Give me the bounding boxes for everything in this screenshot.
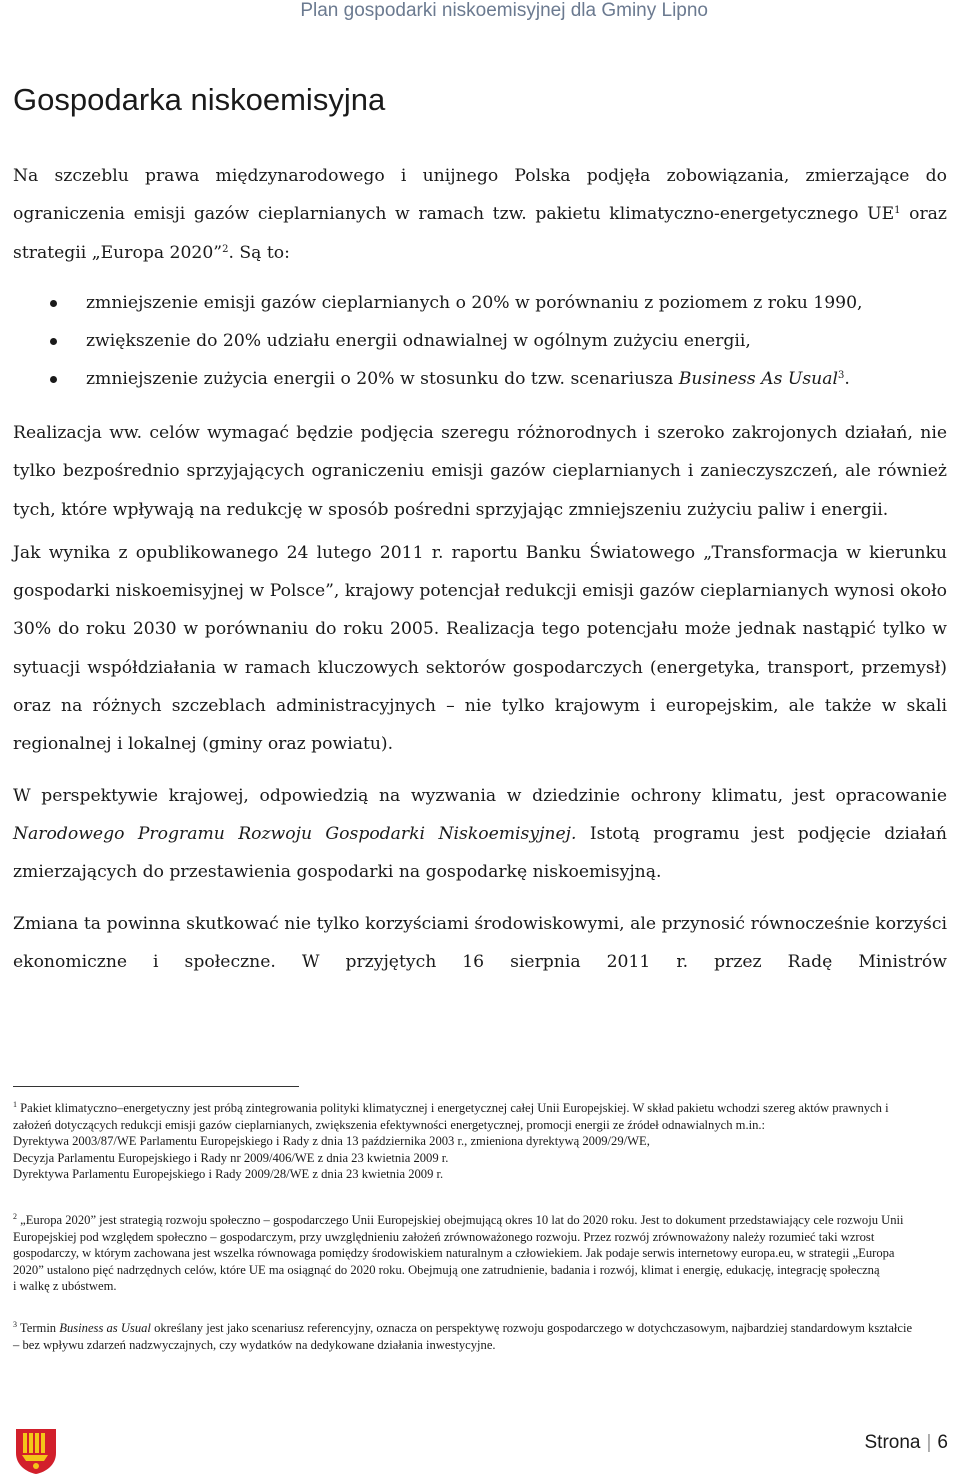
- body-top: [13, 157, 947, 399]
- lipno-crest-icon: [14, 1427, 58, 1475]
- page-label: Strona: [864, 1432, 921, 1453]
- paragraph-realizacja: Realizacja ww. celów wymagać będzie podjęcia szeregu różnorodnych i szeroko zakrojonych działań, nie tylko bezpośrednio sprzyjających ograniczeniu emisji gazów cieplarnianych i zanieczyszczeń, ale również tych, które wpływają na redukcję w sposób pośredni sprzyjając zmniejszeniu zużyciu paliw i energii.: [13, 423, 947, 520]
- page-number: [865, 1432, 949, 1454]
- footnote-1: $^1$ Pakiet klimatyczno–energetyczny jest próbą zintegrowania polityki klimatycznej i energetycznej całej Unii Europejskiej. W skład pakietu wchodzi szereg aktów prawnych i założeń dotyczących redukcji emisji gazów cieplarnianych, zwiększenia efektywności energetycznej, promocji energii ze źródeł odnawialnych m.in.: Dyrektywa 2003/87/WE Parlamentu Europejskiego i Rady z dnia 13 października 2003 r., zmieniona dyrektywą 2009/29/WE, Decyzja Parlamentu Europejskiego i Rady nr 2009/406/WE z dnia 23 kwietnia 2009 r. Dyrektywa Parlamentu Europejskiego i Rady 2009/28/WE z dnia 23 kwietnia 2009 r.: [13, 1100, 889, 1182]
- page-separator: |: [926, 1432, 932, 1453]
- paragraph-perspektywa: W perspektywie krajowej, odpowiedzią na wyzwania w dziedzinie ochrony klimatu, jest opracowanie Narodowego Programu Rozwoju Gospodarki Niskoemisyjnej. Istotą programu jest podjęcie działań zmierzających do przestawienia gospodarki na gospodarkę niskoemisyjną.: [13, 785, 947, 883]
- paragraph-bank-swiatowy: Jak wynika z opublikowanego 24 lutego 2011 r. raportu Banku Światowego „Transformacja w kierunku gospodarki niskoemisyjnej w Polsce”, krajowy potencjał redukcji emisji gazów cieplarnianych wynosi około 30% do roku 2030 w porównaniu do roku 2005. Realizacja tego potencjału może jednak nastąpić tylko w sytuacji współdziałania w ramach kluczowych sektorów gospodarczych (energetyka, transport, przemysł) oraz na różnych szczeblach administracyjnych – nie tylko krajowym i europejskim, ale także w skali regionalnej i lokalnej (gminy oraz powiatu).: [13, 542, 947, 755]
- footnote-ref-2[interactable]: 2: [222, 243, 229, 255]
- footnote-ref-3[interactable]: 3: [837, 370, 845, 382]
- section-title: Gospodarka niskoemisyjna: [13, 82, 386, 117]
- running-header: Plan gospodarki niskoemisyjnej dla Gminy Lipno: [300, 0, 708, 21]
- list-item: zmniejszenie emisji gazów cieplarnianych o 20% w porównaniu z poziomem z roku 1990,: [13, 284, 947, 322]
- footnote-3: $^3$ Termin Business as Usual określany jest jako scenariusz referencyjny, oznacza on perspektywę rozwoju gospodarczego w dotychczasowym, najbardziej standardowym kształcie – bez wpływu zdarzeń nadzwyczajnych, czy wydatków na dedykowane działania inwestycyjne.: [13, 1320, 913, 1352]
- body-main: [13, 414, 947, 981]
- footnote-separator: [13, 1086, 299, 1087]
- page-number-value: 6: [937, 1432, 948, 1453]
- goals-list: [13, 284, 947, 399]
- list-item: zwiększenie do 20% udziału energii odnawialnej w ogólnym zużyciu energii,: [13, 322, 947, 360]
- footnote-ref-1[interactable]: 1: [894, 205, 901, 217]
- paragraph-zmiana: Zmiana ta powinna skutkować nie tylko korzyściami środowiskowymi, ale przynosić równocześnie korzyści ekonomiczne i społeczne. W przyjętych 16 sierpnia 2011 r. przez Radę Ministrów: [13, 913, 947, 972]
- footnote-2: $^2$ „Europa 2020” jest strategią rozwoju społeczno – gospodarczego Unii Europejskiej obejmującą okres 10 lat do 2020 roku. Jest to dokument przedstawiający cele rozwoju Unii Europejskiej pod względem społeczno – gospodarczym, przy uwzględnieniu założeń zrównoważonego rozwoju. Przez rozwój zrównoważony należy rozumieć taki wzrost gospodarczy, w którym zachowana jest wszelka równowaga pomiędzy środowiskiem naturalnym a człowiekiem. Jak podaje serwis internetowy europa.eu, w strategii „Europa 2020” ustalono pięć nadrzędnych celów, które UE ma osiągnąć do 2020 roku. Obejmują one zatrudnienie, badania i rozwój, klimat i energię, edukację, integrację społeczną i walkę z ubóstwem.: [13, 1212, 904, 1294]
- list-item: zmniejszenie zużycia energii o 20% w stosunku do tzw. scenariusza Business As Usual$^3$.: [13, 360, 947, 398]
- intro-paragraph: Na szczeblu prawa międzynarodowego i unijnego Polska podjęła zobowiązania, zmierzające do ograniczenia emisji gazów cieplarnianych w ramach tzw. pakietu klimatyczno-energetycznego $UE^1$ oraz strategii „Europa 2020”$^2$. Są to:: [13, 166, 947, 263]
